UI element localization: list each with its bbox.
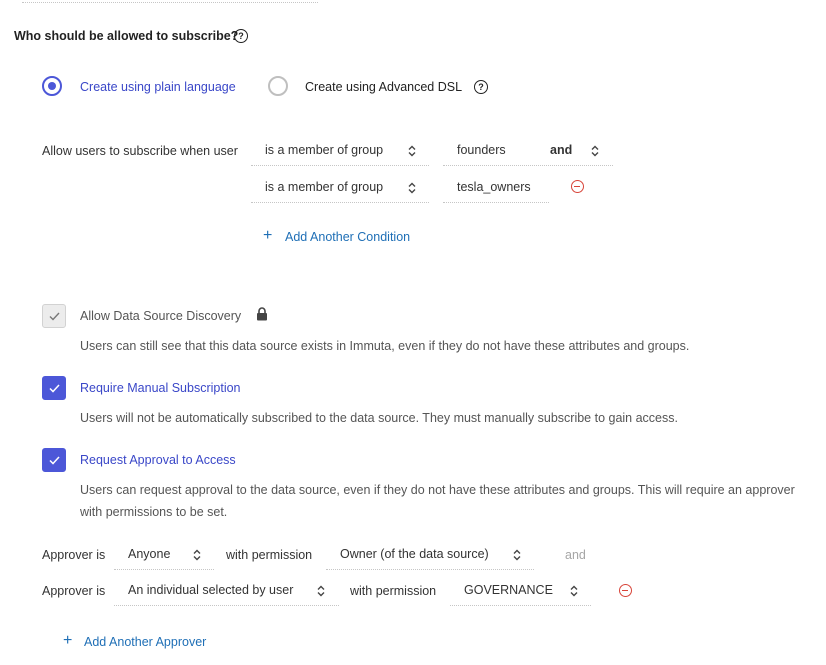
condition-value-text: tesla_owners [457, 180, 531, 194]
discovery-checkbox [42, 304, 66, 328]
approver-who-value: Anyone [128, 547, 171, 561]
question-circle-icon[interactable]: ? [474, 80, 488, 94]
condition-operator-value: is a member of group [265, 180, 384, 194]
chevron-up-down-icon [591, 145, 599, 157]
radio-advanced-dsl-label[interactable]: Create using Advanced DSL [305, 80, 463, 94]
approver-label: Approver is [42, 548, 106, 562]
plus-icon[interactable]: + [263, 227, 273, 244]
condition-value-input[interactable] [443, 136, 549, 166]
add-approver-link[interactable]: Add Another Approver [84, 635, 207, 649]
manual-subscription-label[interactable]: Require Manual Subscription [80, 381, 241, 395]
remove-condition-icon[interactable] [571, 180, 584, 193]
condition-conjunction-select[interactable] [536, 136, 613, 166]
condition-value-text: founders [457, 143, 506, 157]
approver-conjunction: and [565, 548, 586, 562]
approver-who-select[interactable] [114, 576, 339, 606]
radio-plain-language-label[interactable]: Create using plain language [80, 80, 236, 94]
chevron-up-down-icon [317, 585, 325, 597]
manual-subscription-checkbox[interactable] [42, 376, 66, 400]
request-approval-description-cont: with permissions to be set. [80, 505, 228, 519]
radio-advanced-dsl[interactable] [268, 76, 288, 96]
plus-icon[interactable]: + [63, 632, 73, 649]
approver-permission-value: Owner (of the data source) [340, 547, 489, 561]
section-title: Who should be allowed to subscribe? [14, 29, 239, 43]
condition-operator-select[interactable] [251, 136, 429, 166]
lock-icon [256, 307, 268, 321]
chevron-up-down-icon [513, 549, 521, 561]
chevron-up-down-icon [193, 549, 201, 561]
previous-field-underline [22, 0, 318, 3]
approver-who-select[interactable] [114, 540, 214, 570]
chevron-up-down-icon [570, 585, 578, 597]
discovery-label: Allow Data Source Discovery [80, 309, 242, 323]
with-permission-text: with permission [226, 548, 313, 562]
condition-operator-select[interactable] [251, 173, 429, 203]
discovery-description: Users can still see that this data source exists in Immuta, even if they do not have these attributes and groups. [80, 339, 690, 353]
condition-intro: Allow users to subscribe when user [42, 144, 238, 158]
approver-label: Approver is [42, 584, 106, 598]
condition-operator-value: is a member of group [265, 143, 384, 157]
approver-permission-select[interactable] [326, 540, 534, 570]
chevron-up-down-icon [408, 182, 416, 194]
approver-permission-value: GOVERNANCE [464, 583, 553, 597]
condition-value-input[interactable] [443, 173, 549, 203]
chevron-up-down-icon [408, 145, 416, 157]
request-approval-label[interactable]: Request Approval to Access [80, 453, 236, 467]
question-circle-icon[interactable]: ? [234, 29, 248, 43]
conjunction-value: and [550, 143, 573, 157]
manual-subscription-description: Users will not be automatically subscribed to the data source. They must manually subscribe to gain access. [80, 411, 678, 425]
add-condition-link[interactable]: Add Another Condition [285, 230, 411, 244]
approver-who-value: An individual selected by user [128, 583, 294, 597]
approver-permission-select[interactable] [450, 576, 591, 606]
request-approval-checkbox[interactable] [42, 448, 66, 472]
radio-plain-language[interactable] [42, 76, 62, 96]
with-permission-text: with permission [350, 584, 437, 598]
remove-approver-icon[interactable] [619, 584, 632, 597]
request-approval-description: Users can request approval to the data source, even if they do not have these attributes and groups. This will require an approver [80, 483, 795, 497]
